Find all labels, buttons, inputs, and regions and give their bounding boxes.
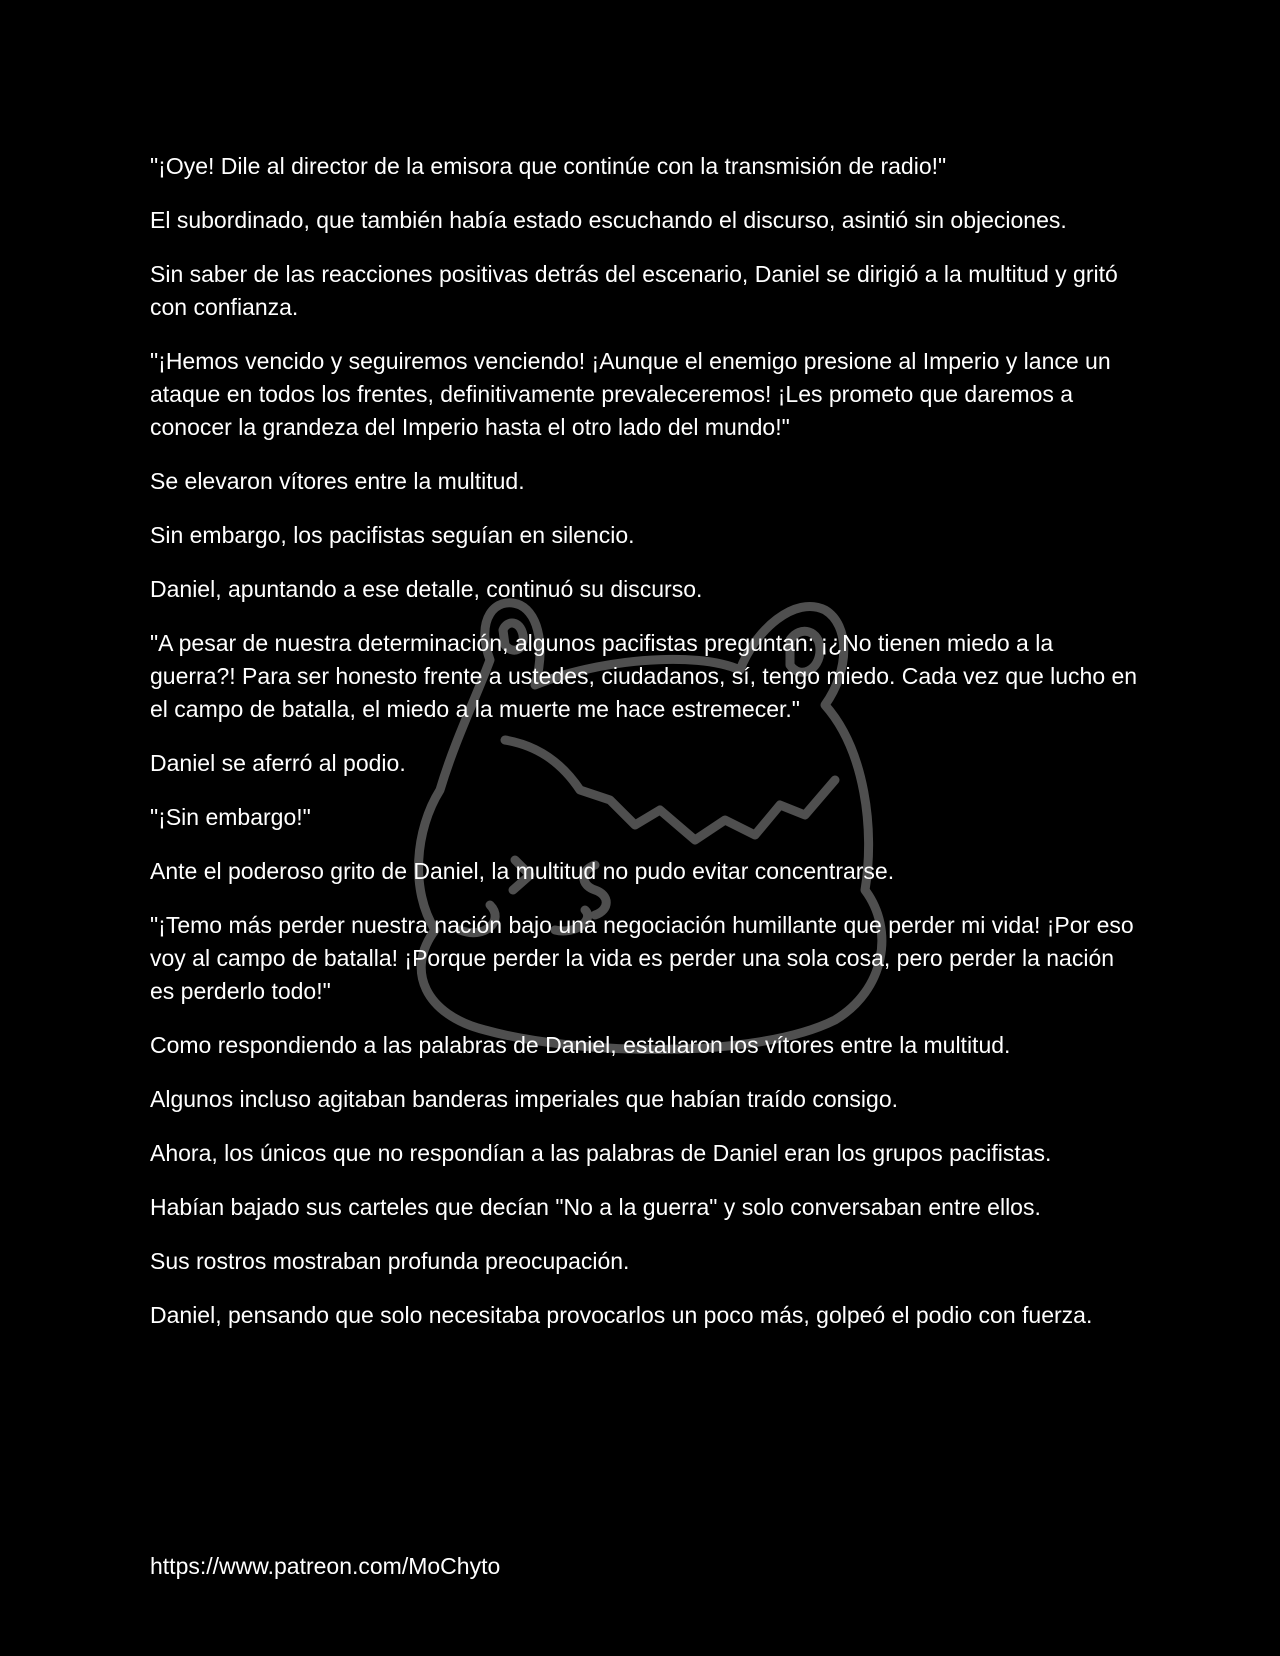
paragraph: Daniel, pensando que solo necesitaba provocarlos un poco más, golpeó el podio con fuerza. xyxy=(150,1302,1093,1328)
paragraph: "¡Hemos vencido y seguiremos venciendo! ¡Aunque el enemigo presione al Imperio y lance un ataque en todos los frentes, definitivamente prevaleceremos! ¡Les prometo que daremos a conocer la grandeza del Imperio hasta el otro lado del mundo!" xyxy=(150,348,1111,440)
paragraph: Sin saber de las reacciones positivas detrás del escenario, Daniel se dirigió a la multitud y gritó con confianza. xyxy=(150,261,1118,320)
paragraph: Habían bajado sus carteles que decían "No a la guerra" y solo conversaban entre ellos. xyxy=(150,1194,1041,1220)
paragraph: Daniel, apuntando a ese detalle, continuó su discurso. xyxy=(150,576,703,602)
paragraph: Algunos incluso agitaban banderas imperiales que habían traído consigo. xyxy=(150,1086,899,1112)
paragraph: Como respondiendo a las palabras de Daniel, estallaron los vítores entre la multitud. xyxy=(150,1032,1011,1058)
paragraph: Ahora, los únicos que no respondían a las palabras de Daniel eran los grupos pacifistas. xyxy=(150,1140,1052,1166)
paragraph: Sin embargo, los pacifistas seguían en silencio. xyxy=(150,522,635,548)
paragraph: "A pesar de nuestra determinación, algunos pacifistas preguntan: ¡¿No tienen miedo a la guerra?! Para ser honesto frente a ustedes, ciudadanos, sí, tengo miedo. Cada vez que lucho en el campo de batalla, el miedo a la muerte me hace estremecer." xyxy=(150,630,1138,722)
paragraph: "¡Temo más perder nuestra nación bajo una negociación humillante que perder mi vida! ¡Por eso voy al campo de batalla! ¡Porque perder la vida es perder una sola cosa, pero perder la nación es perderlo todo!" xyxy=(150,912,1134,1004)
paragraph: El subordinado, que también había estado escuchando el discurso, asintió sin objeciones. xyxy=(150,207,1067,233)
paragraph: Daniel se aferró al podio. xyxy=(150,750,406,776)
chapter-text xyxy=(150,150,1140,1353)
paragraph: Se elevaron vítores entre la multitud. xyxy=(150,468,525,494)
paragraph: "¡Oye! Dile al director de la emisora que continúe con la transmisión de radio!" xyxy=(150,153,947,179)
paragraph: "¡Sin embargo!" xyxy=(150,804,311,830)
paragraph: Sus rostros mostraban profunda preocupación. xyxy=(150,1248,630,1274)
patreon-link[interactable]: https://www.patreon.com/MoChyto xyxy=(150,1553,501,1579)
paragraph: Ante el poderoso grito de Daniel, la multitud no pudo evitar concentrarse. xyxy=(150,858,895,884)
